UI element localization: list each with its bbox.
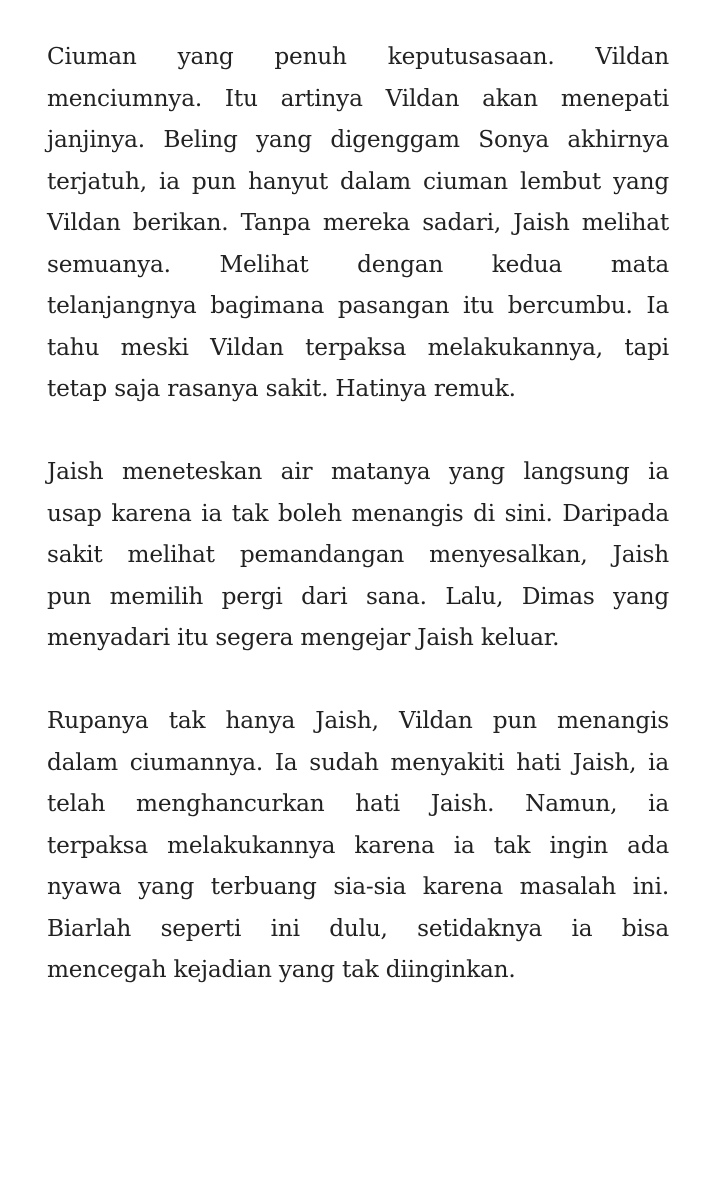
text-line: pun memilih pergi dari sana. Lalu, Dimas yang	[47, 582, 669, 610]
text-line: terjatuh, ia pun hanyut dalam ciuman lembut yang	[47, 167, 669, 195]
document-page	[47, 36, 669, 1032]
text-line: nyawa yang terbuang sia-sia karena masalah ini.	[47, 873, 669, 900]
text-line: Vildan berikan. Tanpa mereka sadari, Jaish melihat	[47, 209, 669, 236]
text-line: janjinya. Beling yang digenggam Sonya akhirnya	[47, 126, 669, 153]
text-line: Biarlah seperti ini dulu, setidaknya ia bisa	[47, 914, 669, 942]
text-line: telah menghancurkan hati Jaish. Namun, ia	[47, 790, 669, 817]
text-line: tetap saja rasanya sakit. Hatinya remuk.	[47, 375, 516, 402]
text-line: menciumnya. Itu artinya Vildan akan menepati	[47, 84, 669, 112]
paragraph-3	[47, 700, 669, 991]
text-line: terpaksa melakukannya karena ia tak ingin ada	[47, 831, 669, 859]
text-line: semuanya. Melihat dengan kedua mata	[47, 250, 669, 278]
text-line: dalam ciumannya. Ia sudah menyakiti hati Jaish, ia	[47, 748, 669, 776]
text-line: menyadari itu segera mengejar Jaish keluar.	[47, 624, 560, 651]
text-body	[47, 36, 669, 991]
text-line: telanjangnya bagimana pasangan itu bercumbu. Ia	[47, 292, 669, 319]
text-line: Ciuman yang penuh keputusasaan. Vildan	[47, 43, 669, 70]
text-line: Jaish meneteskan air matanya yang langsung ia	[47, 458, 669, 485]
text-line: usap karena ia tak boleh menangis di sini. Daripada	[47, 499, 669, 527]
text-line: Rupanya tak hanya Jaish, Vildan pun menangis	[47, 707, 669, 734]
text-line: tahu meski Vildan terpaksa melakukannya, tapi	[47, 333, 669, 361]
text-line: mencegah kejadian yang tak diinginkan.	[47, 956, 516, 983]
text-line: sakit melihat pemandangan menyesalkan, Jaish	[47, 541, 669, 568]
paragraph-2	[47, 451, 669, 659]
paragraph-1	[47, 36, 669, 410]
